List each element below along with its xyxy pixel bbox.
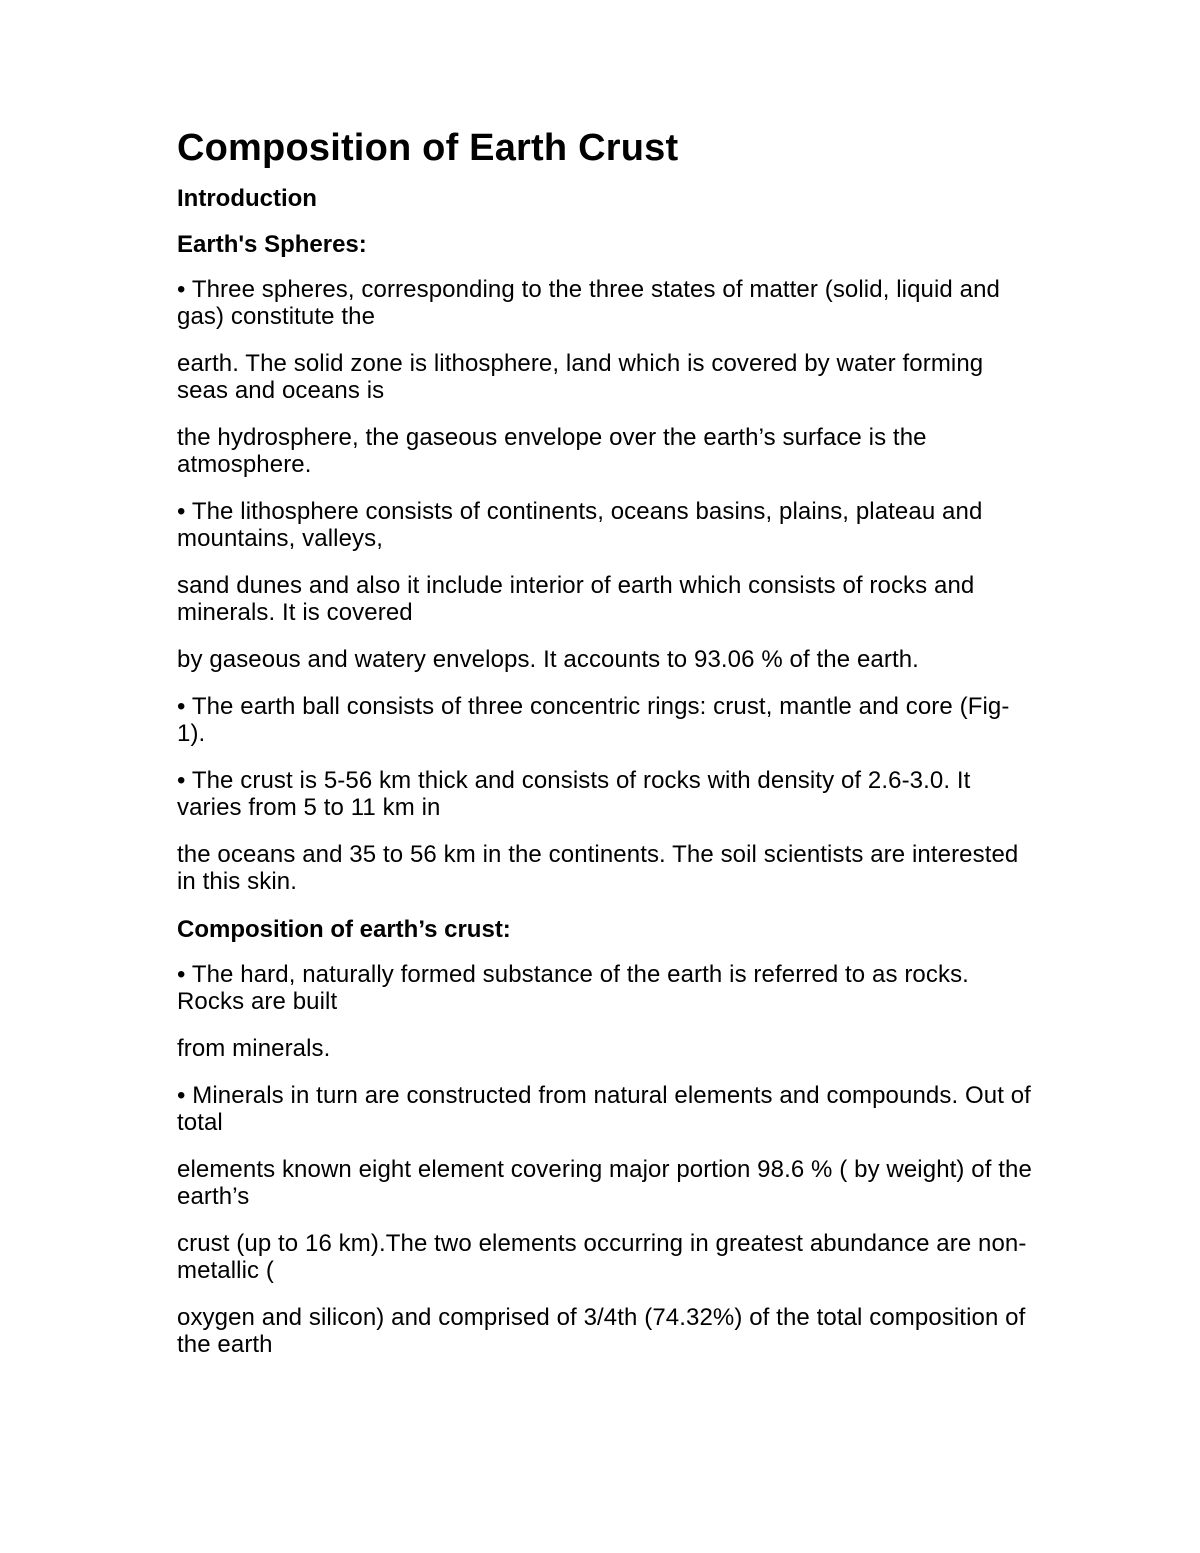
paragraph: oxygen and silicon) and comprised of 3/4th (74.32%) of the total composition of the earth xyxy=(177,1304,1026,1358)
paragraph: crust (up to 16 km).The two elements occurring in greatest abundance are non-metallic ( xyxy=(177,1230,1027,1284)
paragraph: • The hard, naturally formed substance of the earth is referred to as rocks. Rocks are built xyxy=(177,961,969,1015)
subsection-heading-composition: Composition of earth’s crust: xyxy=(177,916,511,943)
section-heading-introduction: Introduction xyxy=(177,185,317,212)
paragraph: earth. The solid zone is lithosphere, land which is covered by water forming seas and oceans is xyxy=(177,350,984,404)
paragraph: the hydrosphere, the gaseous envelope over the earth’s surface is the atmosphere. xyxy=(177,424,927,478)
paragraph: • Three spheres, corresponding to the three states of matter (solid, liquid and gas) constitute the xyxy=(177,276,1000,330)
paragraph: • The earth ball consists of three concentric rings: crust, mantle and core (Fig-1). xyxy=(177,693,1010,747)
paragraph: from minerals. xyxy=(177,1035,331,1062)
document-title: Composition of Earth Crust xyxy=(177,127,679,169)
paragraph: • The lithosphere consists of continents, oceans basins, plains, plateau and mountains, valleys, xyxy=(177,498,983,552)
paragraph: • The crust is 5-56 km thick and consists of rocks with density of 2.6-3.0. It varies from 5 to 11 km in xyxy=(177,767,971,821)
subsection-heading-earths-spheres: Earth's Spheres: xyxy=(177,231,367,258)
paragraph: the oceans and 35 to 56 km in the continents. The soil scientists are interested in this skin. xyxy=(177,841,1019,895)
document-page xyxy=(177,124,1037,1378)
paragraph: by gaseous and watery envelops. It accounts to 93.06 % of the earth. xyxy=(177,646,919,673)
paragraph: sand dunes and also it include interior of earth which consists of rocks and minerals. It is covered xyxy=(177,572,975,626)
paragraph: • Minerals in turn are constructed from natural elements and compounds. Out of total xyxy=(177,1082,1031,1136)
paragraph: elements known eight element covering major portion 98.6 % ( by weight) of the earth’s xyxy=(177,1156,1032,1210)
